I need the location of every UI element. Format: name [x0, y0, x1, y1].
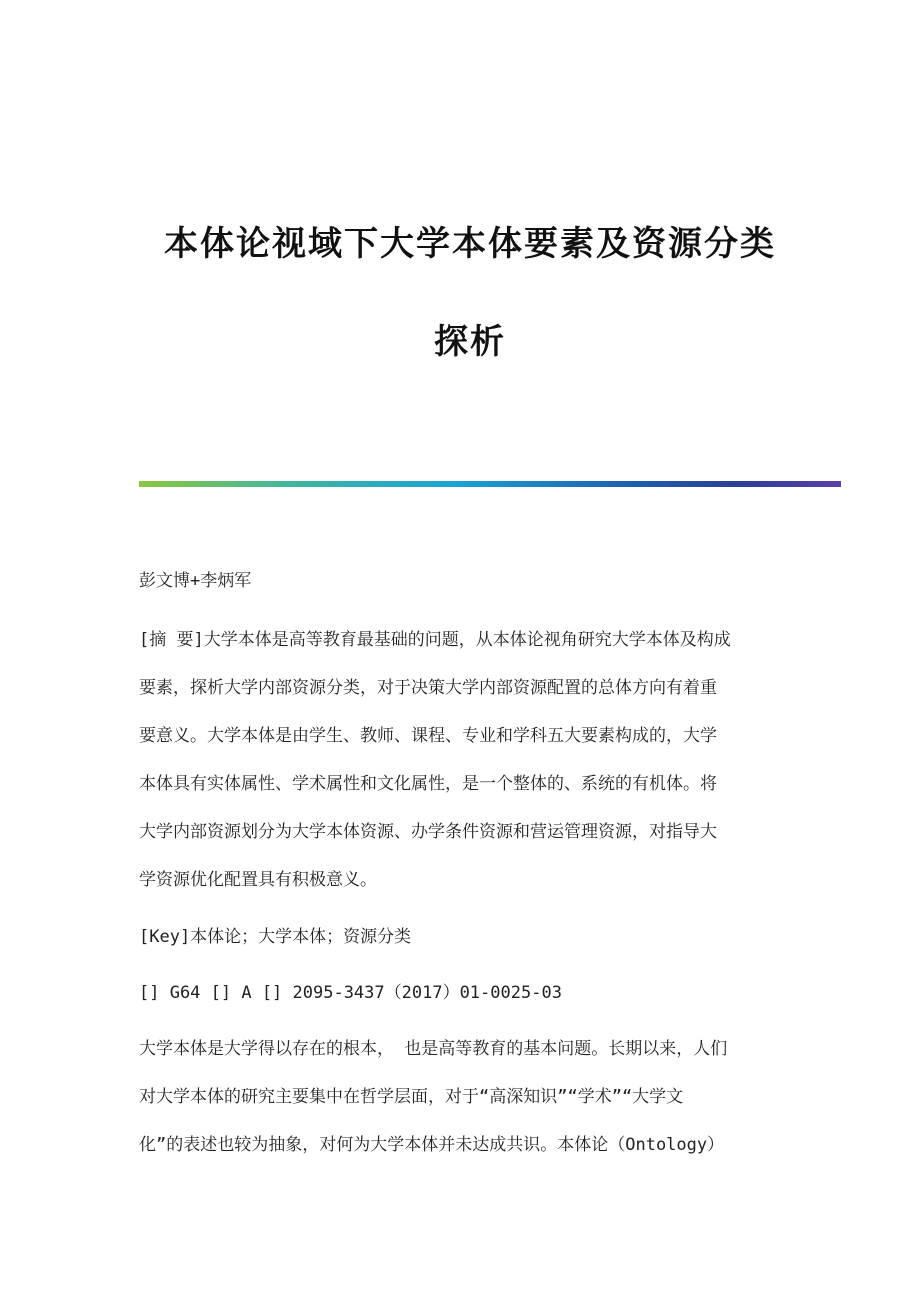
- authors: 彭文博+李炳军: [139, 571, 252, 591]
- abstract-line: 学资源优化配置具有积极意义。: [139, 870, 377, 890]
- body-line: 对大学本体的研究主要集中在哲学层面，对于“高深知识”“学术”“大学文: [139, 1087, 684, 1107]
- keywords: [Key]本体论；大学本体；资源分类: [139, 927, 412, 947]
- title-line-2: 探析: [434, 322, 506, 362]
- abstract-line: [摘 要]大学本体是高等教育最基础的问题，从本体论视角研究大学本体及构成: [139, 630, 731, 650]
- abstract-line: 本体具有实体属性、学术属性和文化属性，是一个整体的、系统的有机体。将: [139, 774, 717, 794]
- classification-line: [] G64 [] A [] 2095-3437（2017）01-0025-03: [139, 983, 562, 1003]
- abstract-line: 要素，探析大学内部资源分类，对于决策大学内部资源配置的总体方向有着重: [139, 678, 717, 698]
- gradient-divider: [139, 481, 841, 487]
- body-line: 化”的表述也较为抽象，对何为大学本体并未达成共识。本体论（Ontology）: [139, 1135, 725, 1155]
- abstract-line: 大学内部资源划分为大学本体资源、办学条件资源和营运管理资源，对指导大: [139, 822, 717, 842]
- title-line-1: 本体论视域下大学本体要素及资源分类: [164, 224, 776, 264]
- body-line: 大学本体是大学得以存在的根本， 也是高等教育的基本问题。长期以来，人们: [139, 1039, 728, 1059]
- abstract-line: 要意义。大学本体是由学生、教师、课程、专业和学科五大要素构成的，大学: [139, 726, 717, 746]
